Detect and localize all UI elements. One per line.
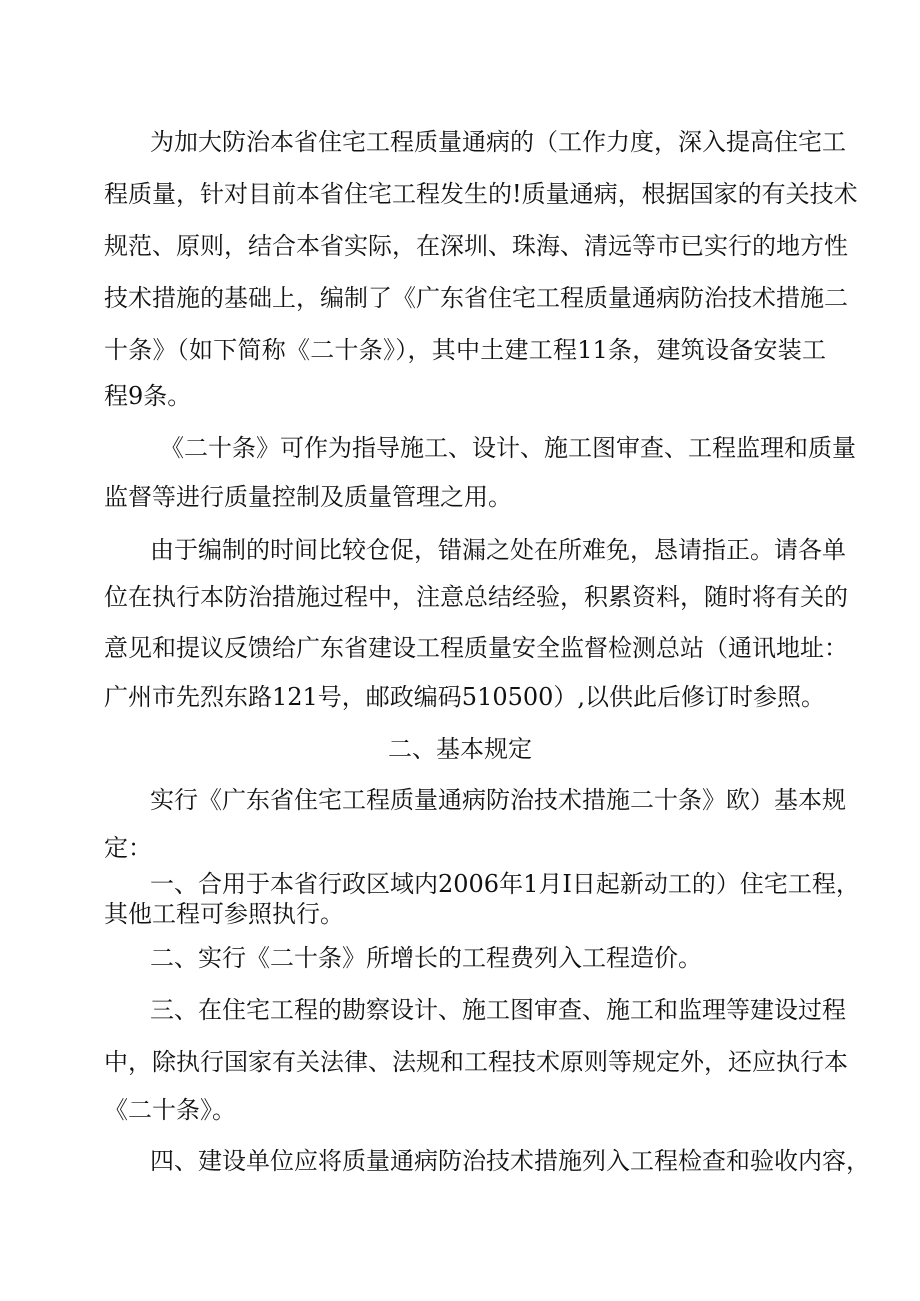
paragraph-1-line-1: 为加大防治本省住宅工程质量通病的（工作力度，深入提高住宅工 (150, 128, 846, 156)
paragraph-3-line-4: 广州市先烈东路121号，邮政编码510500）,以供此后修订时参照。 (104, 683, 826, 711)
paragraph-5-line-1: 一、合用于本省行政区域内2006年1月I日起新动工的）住宅工程， (150, 870, 860, 898)
paragraph-4-line-2: 定： (104, 834, 152, 862)
paragraph-3-line-3: 意见和提议反馈给广东省建设工程质量安全监督检测总站（通讯地址： (104, 634, 848, 662)
paragraph-1-line-4: 技术措施的基础上，编制了《广东省住宅工程质量通病防治技术措施二 (104, 284, 848, 312)
paragraph-1-line-6: 程9条。 (104, 382, 192, 410)
paragraph-1-line-3: 规范、原则，结合本省实际，在深圳、珠海、清远等市已实行的地方性 (104, 232, 848, 260)
paragraph-5-line-2: 其他工程可参照执行。 (104, 900, 344, 928)
paragraph-2-line-1: 《二十条》可作为指导施工、设计、施工图审查、工程监理和质量 (160, 434, 856, 462)
paragraph-3-line-2: 位在执行本防治措施过程中，注意总结经验，积累资料，随时将有关的 (104, 583, 848, 611)
paragraph-3-line-1: 由于编制的时间比较仓促，错漏之处在所难免，恳请指正。请各单 (150, 536, 846, 564)
paragraph-8-line-1: 四、建设单位应将质量通病防治技术措施列入工程检查和验收内容， (150, 1147, 870, 1175)
paragraph-2-line-2: 监督等进行质量控制及质量管理之用。 (104, 483, 512, 511)
paragraph-6-line-1: 二、实行《二十条》所增长的工程费列入工程造价。 (150, 944, 702, 972)
paragraph-7-line-2: 中，除执行国家有关法律、法规和工程技术原则等规定外，还应执行本 (104, 1048, 848, 1076)
paragraph-1-line-2: 程质量，针对目前本省住宅工程发生的!质量通病，根据国家的有关技术 (104, 180, 858, 208)
paragraph-1-line-5: 十条》（如下简称《二十条》），其中土建工程11条，建筑设备安装工 (104, 336, 826, 364)
paragraph-4-line-1: 实行《广东省住宅工程质量通病防治技术措施二十条》欧）基本规 (150, 786, 846, 814)
paragraph-7-line-3: 《二十条》。 (104, 1096, 236, 1124)
section-heading: 二、基本规定 (388, 735, 532, 763)
paragraph-7-line-1: 三、在住宅工程的勘察设计、施工图审查、施工和监理等建设过程 (150, 996, 846, 1024)
